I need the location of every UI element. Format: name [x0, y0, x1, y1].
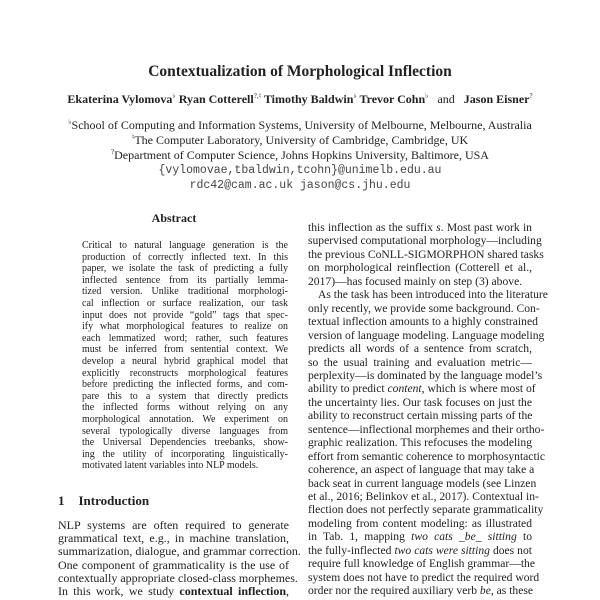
text-line: [82, 402, 288, 413]
text-run: 2017)—has focused mainly on step (3) above.: [308, 274, 523, 288]
author: Timothy Baldwin♭: [263, 92, 357, 106]
text-line: [82, 298, 288, 309]
text-line: [308, 382, 536, 396]
text-run: ify what morphological features to realize on: [82, 321, 288, 333]
text-run: back seat in current language models (see Linzen: [308, 476, 537, 490]
affiliation: ?Department of Computer Science, Johns Hopkins University, Baltimore, USA: [111, 148, 489, 162]
text-run: contextually appropriate closed-class morphemes.: [58, 570, 298, 585]
text-line: [308, 557, 535, 571]
text-line: [308, 530, 532, 543]
text-line: [82, 391, 288, 402]
text-line: [308, 221, 532, 234]
section-title: Introduction: [78, 493, 150, 508]
text-line: [82, 310, 288, 321]
text-run: several typologically diverse languages from: [82, 425, 288, 437]
italic-text: s: [436, 221, 441, 234]
text-run: must be inferred from sentential context. We: [82, 344, 288, 356]
text-run: predicts all words of a sentence from scratch,: [308, 342, 532, 356]
text-line: [82, 275, 288, 286]
author: Trevor Cohn♭: [359, 92, 429, 106]
author-list: [0, 92, 600, 107]
text-run: et al., 2016; Belinkov et al., 2017). Contextual in-: [308, 490, 539, 503]
text-run: require full knowledge of English grammar—the: [308, 557, 535, 571]
text-line: [308, 517, 532, 530]
text-line: [308, 463, 535, 477]
text-run: system does not have to predict the required word: [308, 570, 540, 584]
affiliation: ♮The Computer Laboratory, University of Cambridge, Cambridge, UK: [131, 133, 469, 147]
text-run: graphic realization. This refocuses the modeling: [308, 436, 532, 450]
text-line: [308, 356, 532, 369]
text-line: [308, 396, 532, 409]
text-run: paper, we isolate the task of predicting a fully: [82, 263, 288, 275]
italic-text: content: [387, 382, 422, 396]
text-line: [82, 368, 288, 379]
text-run: textual inflection amounts to a highly constrained: [308, 315, 538, 329]
text-line: [82, 437, 288, 448]
text-line: [308, 584, 532, 597]
text-run: cal inflection or surface realization, our task: [82, 298, 288, 309]
text-run: production of correctly inflected text. In this: [82, 251, 288, 263]
section-heading: [58, 493, 149, 509]
text-run: on morphological reinflection (Cotterell et al.,: [308, 261, 532, 275]
text-line: [308, 503, 544, 517]
text-line: [58, 584, 289, 599]
text-line: [308, 328, 545, 342]
text-run: pare this to a system that directly predicts: [82, 390, 288, 402]
email: rdc42@cam.ac.uk jason@cs.jhu.edu: [189, 179, 411, 192]
text-run: the uncertainty lies. Our task focuses on just the: [308, 395, 532, 409]
text-run: summarization, dialogue, and grammar correction.: [58, 544, 301, 559]
text-line: [308, 261, 532, 274]
text-run: inflected sentence from its partially lemma-: [82, 274, 288, 286]
author: Ryan Cotterell?,♮: [178, 92, 262, 106]
email: {vylomovae,tbaldwin,tcohn}@unimelb.edu.au: [158, 164, 442, 177]
text-run: the fully-inflected: [308, 543, 395, 557]
text-line: [82, 426, 288, 437]
text-line: [82, 460, 288, 471]
text-run: input does not provide “gold” tags that spec-: [82, 309, 288, 321]
text-line: [82, 344, 288, 355]
text-line: [82, 263, 288, 274]
text-line: [308, 342, 532, 355]
text-run: to: [516, 530, 532, 544]
text-run: so the usual training and evaluation metric—: [308, 355, 532, 369]
text-line: [308, 315, 538, 329]
text-line: [308, 234, 542, 248]
text-run: . Most past work in: [440, 221, 532, 234]
text-run: this inflection as the suffix: [308, 221, 437, 234]
text-line: [308, 449, 546, 463]
text-run: In this work, we study: [58, 584, 180, 598]
abstract-heading: Abstract: [151, 211, 197, 225]
text-run: does not: [489, 543, 532, 557]
text-line: [308, 247, 544, 261]
text-line: [82, 321, 288, 332]
text-line: [82, 356, 288, 367]
text-line: [82, 240, 288, 251]
text-run: effort from semantic coherence to morphosyntactic: [308, 449, 546, 463]
text-run: NLP systems are often required to generate: [58, 518, 289, 532]
text-line: [308, 490, 539, 503]
text-run: ability to predict: [308, 382, 388, 396]
text-run: One component of grammaticality is the use of: [58, 557, 289, 572]
italic-text: two cats were sitting: [394, 543, 490, 557]
text-run: coherence, an aspect of language that may take a: [308, 463, 535, 477]
text-run: , as these: [490, 584, 534, 598]
text-run: , which is where most of: [421, 382, 536, 396]
text-line: [308, 570, 540, 584]
text-run: Critical to natural language generation is the: [82, 240, 288, 251]
text-run: develop a neural hybrid graphical model that: [82, 356, 288, 367]
bold-text: contextual inflection: [179, 584, 286, 598]
author: Jason Eisner?: [463, 92, 533, 106]
text-line: [308, 301, 540, 315]
text-run: before predicting the inflected forms, and com-: [82, 379, 288, 391]
paper-title: Contextualization of Morphological Inflection: [148, 63, 452, 80]
text-line: [308, 368, 543, 382]
affiliation: ♭School of Computing and Information Systems, University of Melbourne, Melbourne, Australia: [68, 118, 532, 132]
text-run: each lemmatized word; rather, such features: [82, 332, 288, 344]
text-run: supervised computational morphology—including: [308, 234, 542, 248]
text-line: [82, 286, 288, 297]
text-run: the inflected forms without relying on any: [82, 402, 288, 414]
text-line: [308, 476, 537, 490]
text-line: [308, 288, 548, 302]
text-run: grammatical text, e.g., in machine translation,: [58, 531, 289, 546]
text-run: perplexity—is dominated by the language model’s: [308, 368, 543, 382]
text-line: [308, 409, 532, 422]
italic-text: two cats _be_ sitting: [411, 530, 517, 544]
author: Ekaterina Vylomova♭: [67, 92, 176, 106]
text-run: the Universal Dependencies treebanks, show-: [82, 437, 288, 449]
text-run: flection does not perfectly separate grammaticality: [308, 503, 544, 517]
text-line: [82, 414, 288, 425]
text-run: only recently, we provide some background. Con-: [308, 301, 540, 315]
text-run: ability to reconstruct certain missing parts of the: [308, 409, 533, 423]
text-run: order nor the required auxiliary verb: [308, 584, 480, 598]
text-run: motivated latent variables into NLP models.: [82, 460, 259, 472]
text-run: tized version. Unlike traditional morphologi-: [82, 286, 288, 298]
text-line: [82, 333, 288, 344]
text-run: ing the utility of incorporating linguistically-: [82, 448, 288, 460]
text-run: explicitly reconstructs morphological features: [82, 367, 288, 379]
text-line: [82, 379, 288, 390]
text-run: ,: [286, 584, 289, 598]
text-run: version of language modeling. Language modeling: [308, 328, 545, 342]
text-line: [308, 436, 532, 449]
section-number: 1: [58, 493, 65, 508]
text-line: [308, 275, 532, 288]
text-line: [308, 422, 545, 436]
text-run: in Tab. 1, mapping: [308, 530, 412, 544]
text-line: [82, 252, 288, 263]
text-run: sentence—inflectional morphemes and their ortho-: [308, 422, 545, 436]
text-line: [82, 449, 288, 460]
text-run: modeling from content modeling: as illustrated: [308, 516, 532, 530]
italic-text: be: [479, 584, 491, 598]
text-line: [308, 544, 532, 557]
authors-and: and: [437, 92, 455, 106]
text-run: the previous CoNLL-SIGMORPHON shared tasks: [308, 247, 544, 261]
text-run: morphological annotation. We experiment on: [82, 414, 288, 425]
text-run: As the task has been introduced into the literature: [318, 288, 548, 302]
